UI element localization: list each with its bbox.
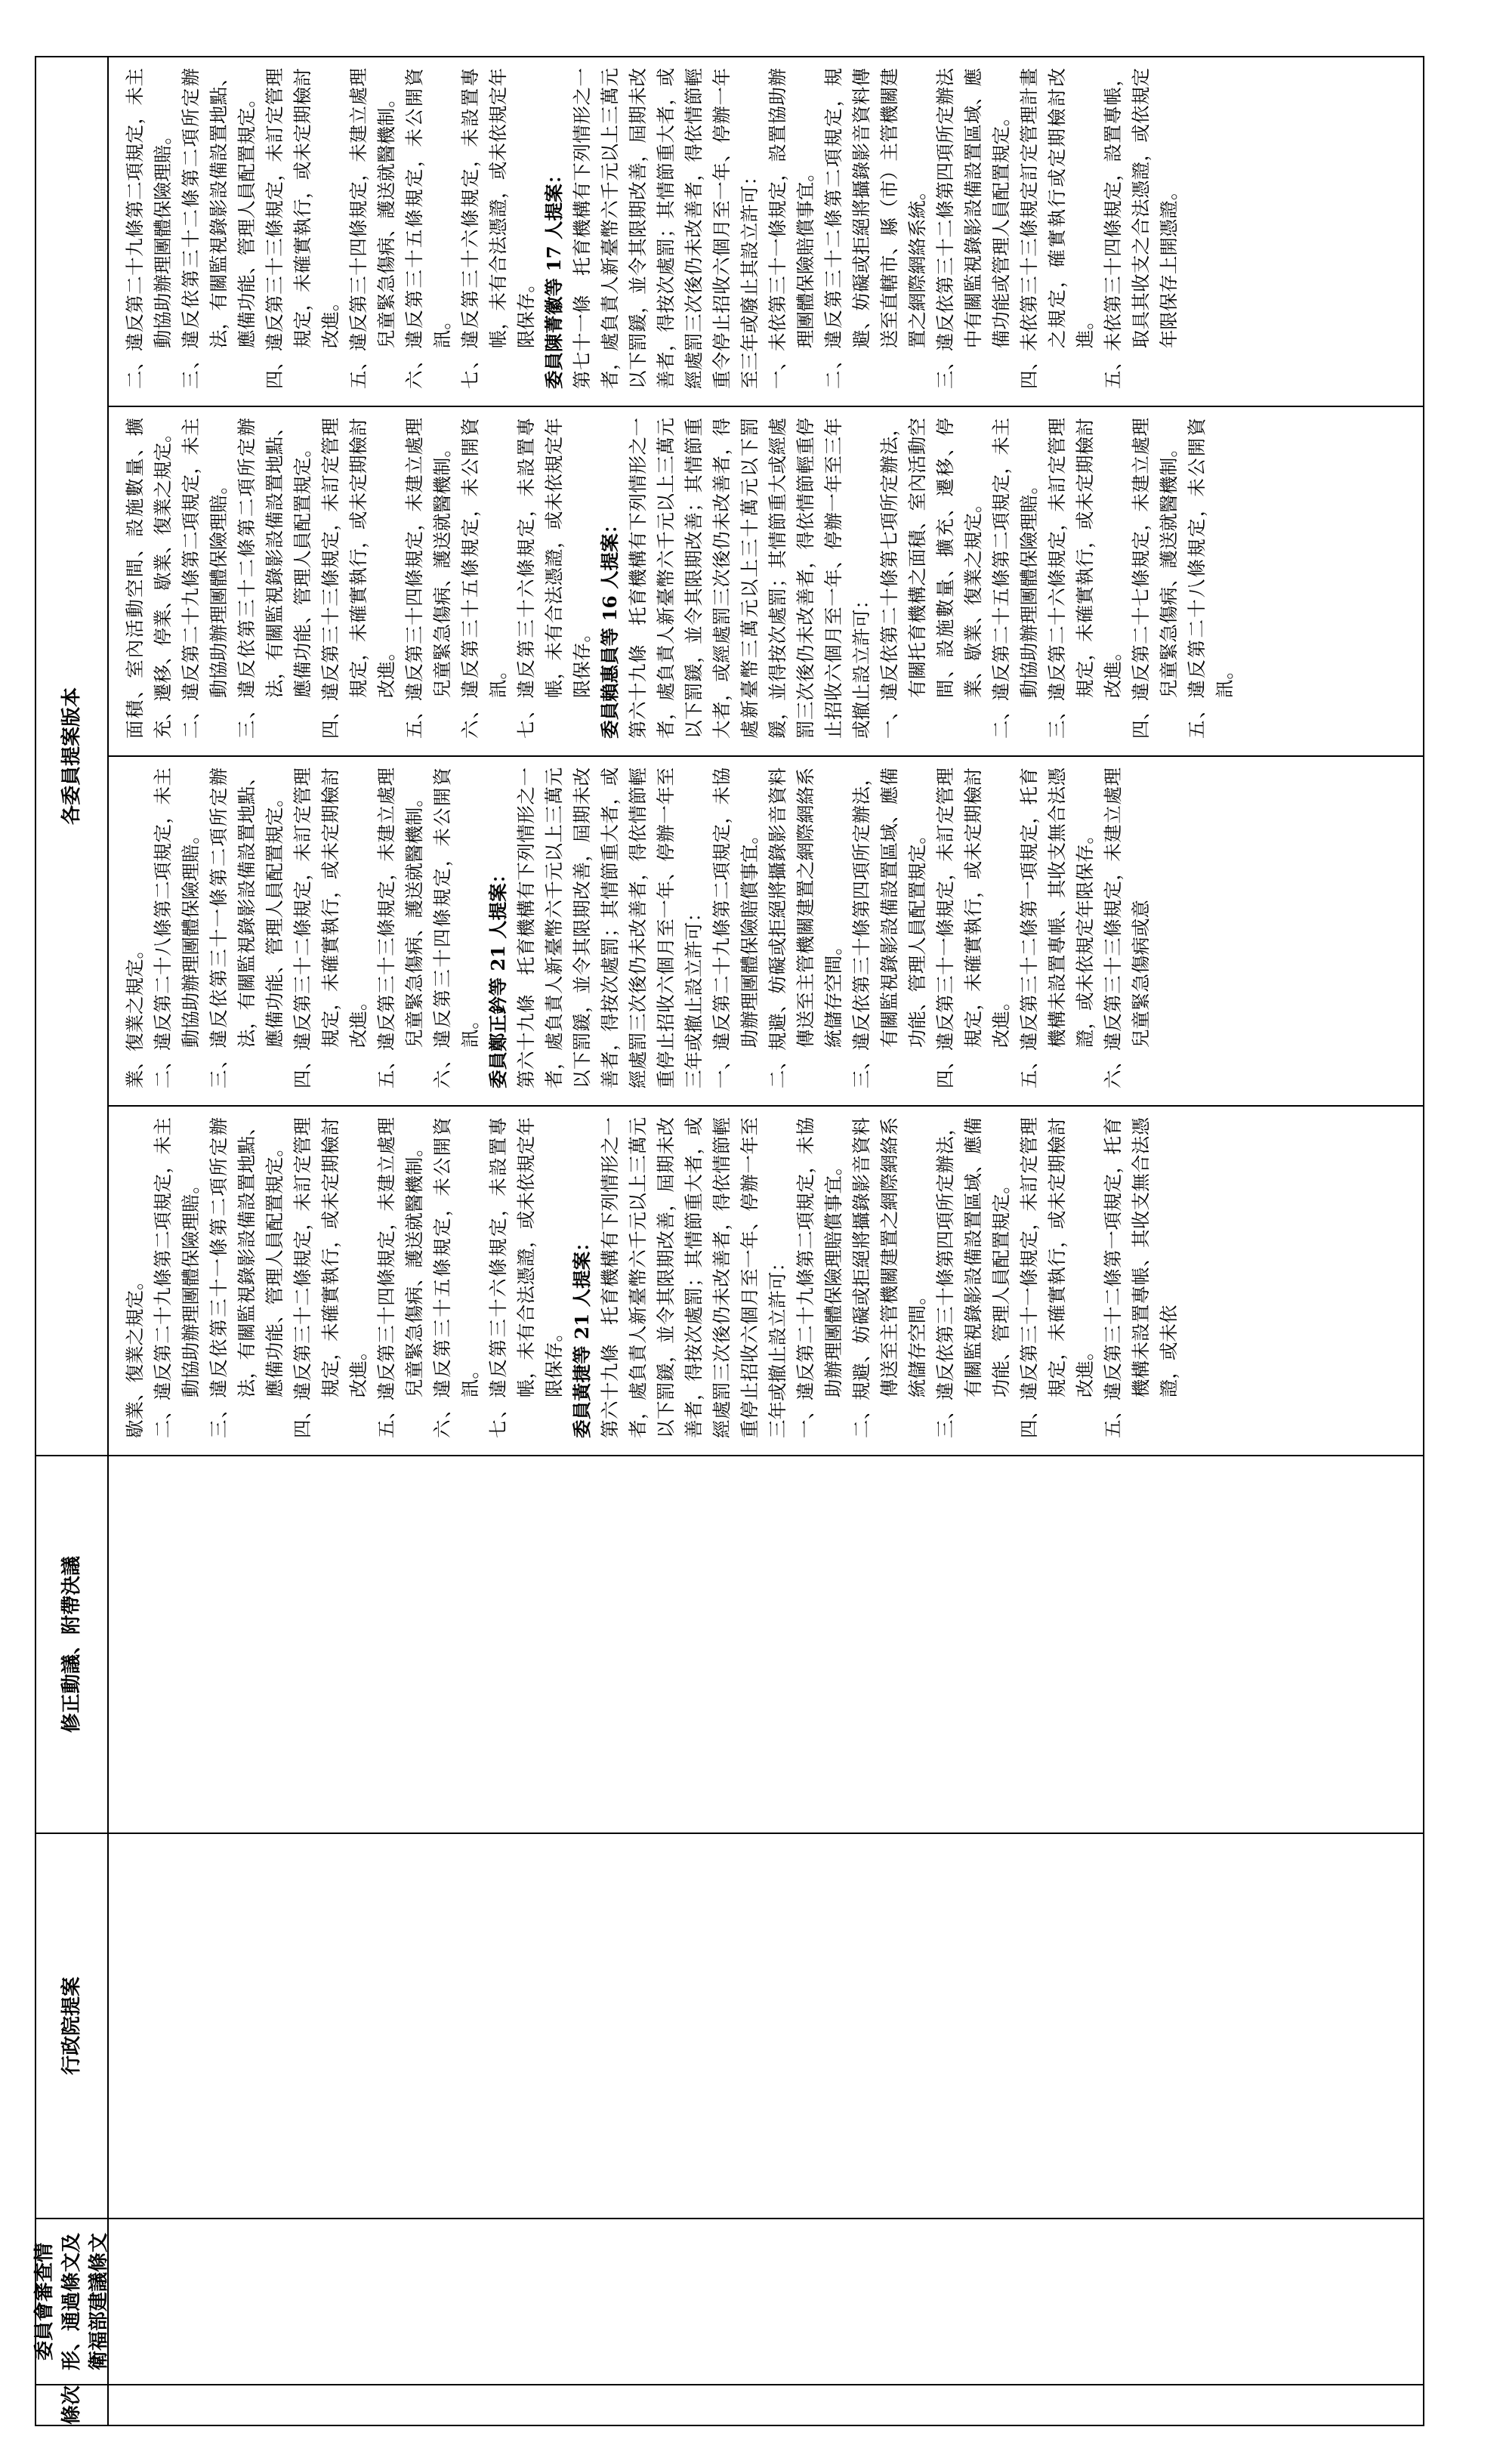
proposal-paragraph: 五、違反第三十二條第一項規定，托育機構未設置專帳、其收支無合法憑證，或未依規定年限保存。	[1018, 767, 1096, 1088]
proposal-paragraph: 二、違反第二十九條第二項規定，未主動協助辦理團體保險理賠。	[180, 418, 230, 739]
proposer-heading: 委員賴惠員等 16 人提案：	[599, 514, 621, 739]
proposal-paragraph: 五、違反第三十二條第一項規定，托育機構未設置專帳、其收支無合法憑證，或未依	[1102, 1117, 1180, 1438]
proposal-paragraph: 第七十一條 托育機構有下列情形之一者，處負責人新臺幣六千元以上三萬元以下罰鍰，並令其限期改善，屆期未改善者，得按次處罰；其情節重大者，或經處罰三次後仍未改善者，得依情節輕重令停止招收六個月至一年、停辦一年至三年或廢止其設立許可：	[571, 68, 761, 389]
body-committee-review	[109, 2218, 1423, 2384]
proposal-paragraph: 七、違反第三十六條規定，未設置專帳，未有合法憑證，或未依規定年限保存。	[487, 1117, 565, 1438]
proposal-paragraph: 五、違反第三十四條規定，未建立處理兒童緊急傷病、護送就醫機制。	[375, 1117, 425, 1438]
proposal-paragraph: 二、規避、妨礙或拒絕將攝錄影音資料傳送至主管機關建置之網際網絡系統儲存空間。	[767, 767, 844, 1088]
proposal-paragraph: 三、違反依第三十條第四項所定辦法，有關監視錄影設備設置區域、應備功能、管理人員配置規定。	[934, 1117, 1012, 1438]
proposer-heading: 委員鄭正鈐等 21 人提案：	[487, 864, 509, 1088]
proposer-heading: 委員黃捷等 21 人提案：	[571, 1233, 593, 1438]
proposal-paragraph: 三、違反依第三十一條第二項所定辦法，有關監視錄影設備設置地點、應備功能、管理人員配置規定。	[208, 1117, 285, 1438]
proposal-paragraph: 一、違反依第二十條第七項所定辦法，有關托育機構之面積、室內活動空間、設施數量、擴充、遷移、停業、歇業、復業之規定。	[878, 418, 984, 739]
header-executive-yuan-proposal: 行政院提案	[36, 1833, 107, 2218]
body-amendment-motion	[109, 1455, 1423, 1833]
proposal-paragraph: 四、違反第三十三條規定，未訂定管理規定，未確實執行，或未定期檢討改進。	[264, 68, 341, 389]
table-body-row	[109, 57, 1423, 2425]
proposer-heading: 委員陳菁徽等 17 人提案：	[543, 165, 565, 389]
body-executive-yuan-proposal	[109, 1833, 1423, 2218]
proposal-paragraph: 六、違反第三十三條規定，未建立處理兒童緊急傷病或意	[1102, 767, 1152, 1088]
table-header-row	[33, 57, 110, 2425]
proposal-paragraph: 四、違反第三十三條規定，未訂定管理規定，未確實執行，或未定期檢討改進。	[319, 418, 397, 739]
proposal-paragraph: 二、違反第三十二條第二項規定，規避、妨礙或拒絕將攝錄影音資料傳送至直轄市、縣（市）主管機關建置之網際網絡系統。	[822, 68, 928, 389]
proposal-paragraph: 三、違反依第三十二條第四項所定辦法中有關監視錄影設備設置區域、應備功能或管理人員配置規定。	[934, 68, 1012, 389]
proposal-paragraph: 三、違反依第三十二條第二項所定辦法，有關監視錄影設備設置地點、應備功能、管理人員配置規定。	[180, 68, 258, 389]
proposal-paragraph: 第六十九條 托育機構有下列情形之一者，處負責人新臺幣六千元以上三萬元以下罰鍰，並令其限期改善，屆期未改善者，得按次處罰；其情節重大者，或經處罰三次後仍未改善者，得依情節輕重停止招收六個月至一年、停辦一年至三年或撤止設立許可：	[599, 1117, 788, 1438]
header-article: 條次	[36, 2384, 107, 2425]
proposal-paragraph: 五、未依第三十四條規定，設置專帳，取具其收支之合法憑證，或依規定年限保存上開憑證。	[1102, 68, 1180, 389]
proposal-paragraph: 五、違反第三十四條規定，未建立處理兒童緊急傷病、護送就醫機制。	[403, 418, 453, 739]
proposal-paragraph: 面積、室內活動空間、設施數量、擴充、遷移、停業、歇業、復業之規定。	[124, 418, 174, 739]
proposal-paragraph: 三、違反第二十六條規定，未訂定管理規定，未確實執行，或未定期檢討改進。	[1046, 418, 1124, 739]
comparison-table	[35, 56, 1424, 2426]
proposal-paragraph: 六、違反第三十五條規定，未公開資訊。	[459, 418, 509, 739]
proposal-subcolumn-4	[109, 57, 1423, 406]
proposal-paragraph: 一、違反第二十九條第二項規定，未協助辦理團體保險賠償事宜。	[711, 767, 761, 1088]
proposal-paragraph: 四、違反第二十七條規定，未建立處理兒童緊急傷病、護送就醫機制。	[1130, 418, 1180, 739]
proposal-paragraph: 四、違反第三十一條規定，未訂定管理規定，未確實執行，或未定期檢討改進。	[1018, 1117, 1096, 1438]
proposal-paragraph: 二、違反第二十八條第二項規定，未主動協助辦理團體保險理賠。	[152, 767, 202, 1088]
body-legislator-proposals	[109, 57, 1423, 1455]
proposal-paragraph: 六、違反第三十五條規定，未公開資訊。	[403, 68, 453, 389]
proposal-subcolumn-1	[109, 1105, 1423, 1455]
proposal-paragraph: 歇業、復業之規定。	[124, 1271, 146, 1438]
header-amendment-motion: 修正動議、附帶決議	[36, 1455, 107, 1833]
proposal-paragraph: 一、未依第三十一條規定，設置協助辦理團體保險賠償事宜。	[767, 68, 816, 389]
proposal-paragraph: 四、違反第三十二條規定，未訂定管理規定，未確實執行，或未定期檢討改進。	[292, 767, 369, 1088]
proposal-paragraph: 二、規避、妨礙或拒絕將攝錄影音資料傳送至主管機關建置之網際網絡系統儲存空間。	[850, 1117, 928, 1438]
proposal-paragraph: 六、違反第三十四條規定，未公開資訊。	[431, 767, 481, 1088]
proposal-paragraph: 五、違反第二十八條規定，未公開資訊。	[1186, 418, 1236, 739]
proposal-paragraph: 第六十九條 托育機構有下列情形之一者，處負責人新臺幣六千元以上三萬元以下罰鍰，並令其限期改善；其情節重大者，或經處罰三次後仍未改善者，得處新臺幣三萬元以上三十萬元以下罰鍰，並得按次處罰；其情節重大或經處罰三次後仍未改善者，得依情節輕重停止招收六個月至一年、停辦一年至三年或撤止設立許可：	[627, 418, 872, 739]
proposal-paragraph: 七、違反第三十六條規定，未設置專帳，未有合法憑證，或未依規定年限保存。	[459, 68, 537, 389]
proposal-subcolumn-2	[109, 755, 1423, 1105]
proposal-paragraph: 四、違反第三十一條規定，未訂定管理規定，未確實執行，或未定期檢討改進。	[934, 767, 1012, 1088]
proposal-paragraph: 四、未依第三十三條規定訂定管理計畫之規定，確實執行或定期檢討改進。	[1018, 68, 1096, 389]
proposal-paragraph: 五、違反第三十四條規定，未建立處理兒童緊急傷病、護送就醫機制。	[347, 68, 397, 389]
proposal-paragraph: 二、違反第二十九條第二項規定，未主動協助辦理團體保險理賠。	[152, 1117, 202, 1438]
proposal-paragraph: 七、違反第三十六條規定，未設置專帳，未有合法憑證，或未依規定年限保存。	[515, 418, 593, 739]
header-legislator-proposals: 各委員提案版本	[60, 687, 83, 826]
header-committee-review: 委員會審查情形、通過條文及衛福部建議條文	[36, 2218, 107, 2384]
body-article	[109, 2384, 1423, 2425]
proposal-subcolumn-3	[109, 406, 1423, 755]
proposal-paragraph: 二、違反第二十九條第二項規定，未主動協助辦理團體保險理賠。	[124, 68, 174, 389]
proposal-paragraph: 三、違反依第三十一條第二項所定辦法，有關監視錄影設備設置地點、應備功能、管理人員配置規定。	[208, 767, 285, 1088]
proposal-paragraph: 六、違反第三十五條規定，未公開資訊。	[431, 1117, 481, 1438]
proposal-paragraph: 五、違反第三十三條規定，未建立處理兒童緊急傷病、護送就醫機制。	[375, 767, 425, 1088]
proposal-paragraph: 業、復業之規定。	[124, 940, 146, 1088]
proposal-paragraph: 二、違反第二十五條第二項規定，未主動協助辦理團體保險理賠。	[990, 418, 1040, 739]
proposal-paragraph: 四、違反第三十二條規定，未訂定管理規定，未確實執行，或未定期檢討改進。	[292, 1117, 369, 1438]
proposal-paragraph: 三、違反依第三十二條第二項所定辦法，有關監視錄影設備設置地點、應備功能、管理人員配置規定。	[236, 418, 313, 739]
proposal-paragraph: 第六十九條 托育機構有下列情形之一者，處負責人新臺幣六千元以上三萬元以下罰鍰，並令其限期改善，屆期未改善者，得按次處罰；其情節重大者，或經處罰三次後仍未改善者，得依情節輕重停止招收六個月至一年、停辦一年至三年或撤止設立許可：	[515, 767, 705, 1088]
proposal-paragraph: 三、違反依第三十條第四項所定辦法，有關監視錄影設備設置區域、應備功能、管理人員配置規定。	[850, 767, 928, 1088]
proposal-paragraph: 一、違反第二十九條第二項規定，未協助辦理團體保險理賠償事宜。	[795, 1117, 844, 1438]
